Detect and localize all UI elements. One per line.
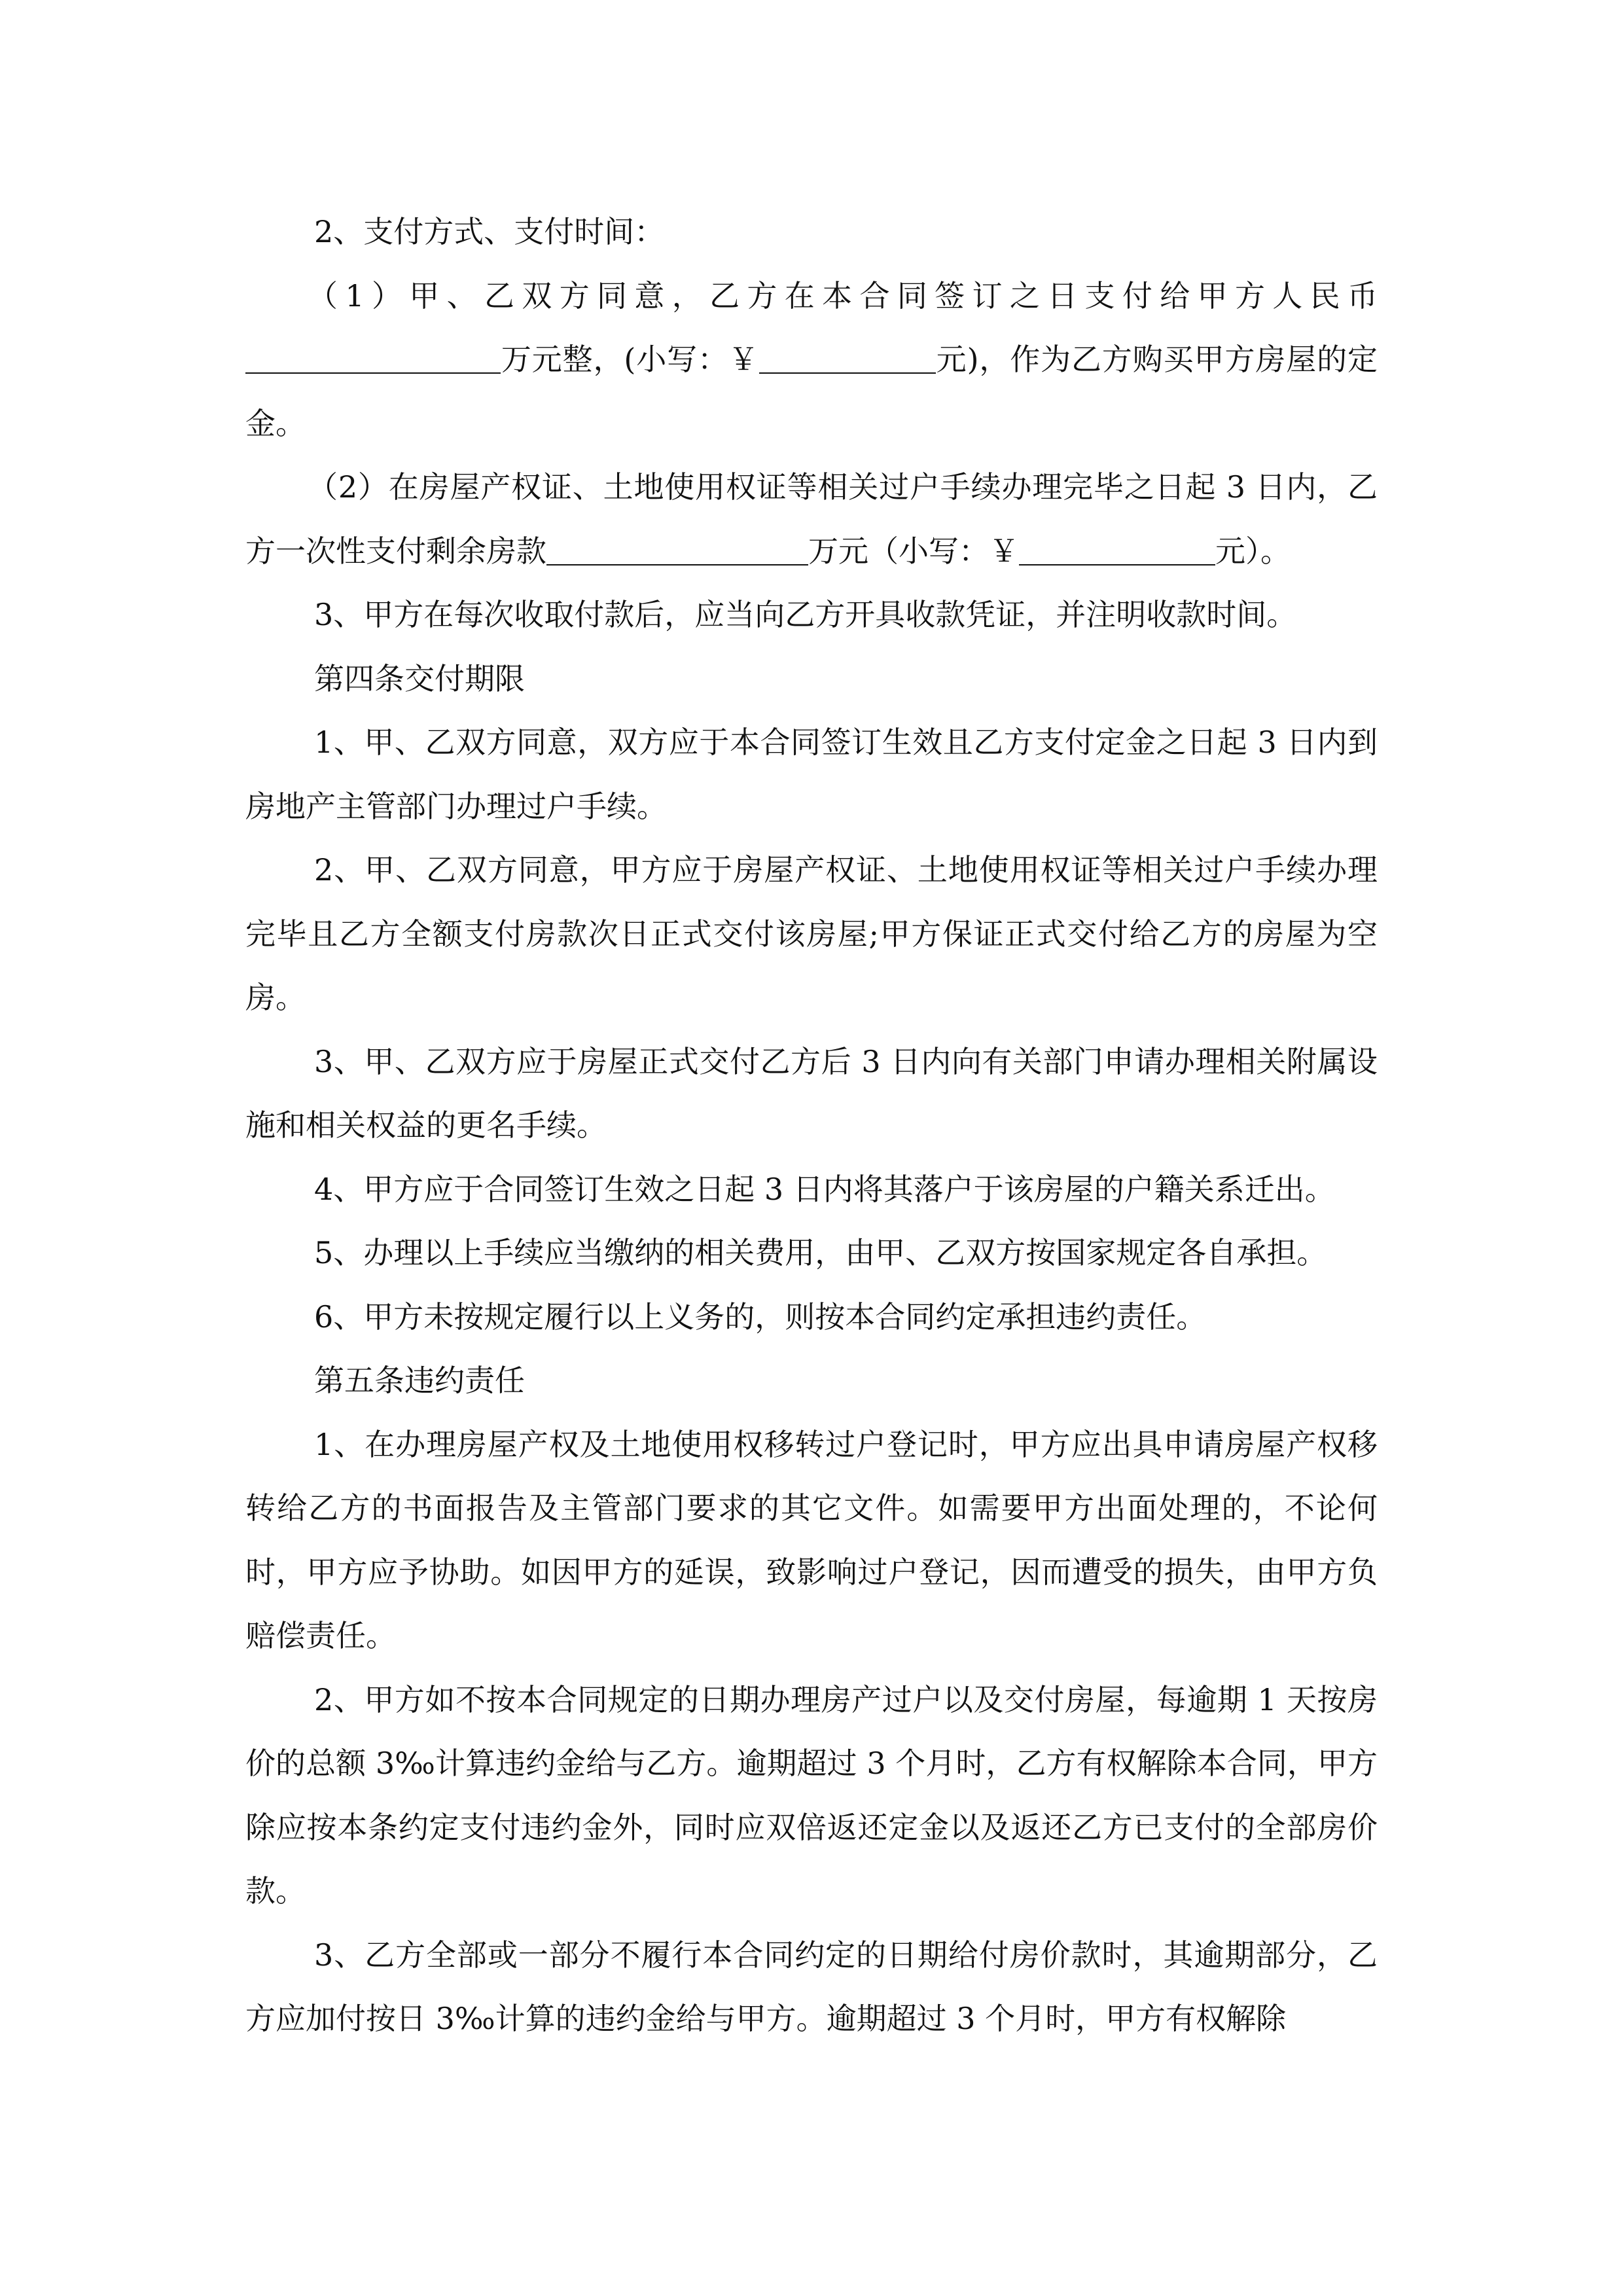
amount-words-blank xyxy=(245,341,501,374)
balance-words-blank xyxy=(546,533,808,565)
clause-2-2-text-c: 元）。 xyxy=(1215,533,1291,569)
clause-2-1-text-c: 元)，作为乙方购买甲方房屋的定金。 xyxy=(245,342,1378,441)
clause-2-2 xyxy=(245,456,1378,583)
section-2-title: 2、支付方式、支付时间： xyxy=(314,214,665,249)
clause-2-2-text-a: （2）在房屋产权证、土地使用权证等相关过户手续办理完毕之日起 3 日内，乙方一次性支付剩余房款 xyxy=(245,469,1378,569)
balance-figure-blank xyxy=(1019,533,1215,565)
article-5-item: 2、甲方如不按本合同规定的日期办理房产过户以及交付房屋，每逾期 1 天按房价的总额 3‰计算违约金给与乙方。逾期超过 3 个月时，乙方有权解除本合同，甲方除应按本条约定支付违约金外，同时应双倍返还定金以及返还乙方已支付的全部房价款。 xyxy=(245,1681,1378,1909)
clause-2-1 xyxy=(245,264,1378,456)
article-5-item: 3、乙方全部或一部分不履行本合同约定的日期给付房价款时，其逾期部分，乙方应加付按日 3‰计算的违约金给与甲方。逾期超过 3 个月时，甲方有权解除 xyxy=(245,1937,1378,2036)
contract-text xyxy=(245,200,1378,2051)
section-3: 3、甲方在每次收取付款后，应当向乙方开具收款凭证，并注明收款时间。 xyxy=(314,597,1297,632)
article-4-item: 2、甲、乙双方同意，甲方应于房屋产权证、土地使用权证等相关过户手续办理完毕且乙方全额支付房款次日正式交付该房屋;甲方保证正式交付给乙方的房屋为空房。 xyxy=(245,852,1378,1015)
article-4-item: 5、办理以上手续应当缴纳的相关费用，由甲、乙双方按国家规定各自承担。 xyxy=(314,1235,1327,1270)
clause-2-1-text-b: 万元整，(小写：￥ xyxy=(501,342,759,377)
amount-figure-blank xyxy=(759,341,936,374)
article-4-item: 1、甲、乙双方同意，双方应于本合同签订生效且乙方支付定金之日起 3 日内到房地产主管部门办理过户手续。 xyxy=(245,725,1378,824)
article-5-heading: 第五条违约责任 xyxy=(314,1363,525,1398)
article-4-item: 4、甲方应于合同签订生效之日起 3 日内将其落户于该房屋的户籍关系迁出。 xyxy=(314,1171,1335,1207)
article-5-item: 1、在办理房屋产权及土地使用权移转过户登记时，甲方应出具申请房屋产权移转给乙方的书面报告及主管部门要求的其它文件。如需要甲方出面处理的，不论何时，甲方应予协助。如因甲方的延误，致影响过户登记，因而遭受的损失，由甲方负赔偿责任。 xyxy=(245,1426,1378,1653)
article-4-heading: 第四条交付期限 xyxy=(314,660,525,696)
article-4-item: 3、甲、乙双方应于房屋正式交付乙方后 3 日内向有关部门申请办理相关附属设施和相关权益的更名手续。 xyxy=(245,1043,1378,1143)
article-4-item: 6、甲方未按规定履行以上义务的，则按本合同约定承担违约责任。 xyxy=(314,1299,1207,1335)
clause-2-2-text-b: 万元（小写：￥ xyxy=(808,533,1019,569)
clause-2-1-text-a: （1）甲、乙双方同意，乙方在本合同签订之日支付给甲方人民币 xyxy=(308,278,1378,314)
